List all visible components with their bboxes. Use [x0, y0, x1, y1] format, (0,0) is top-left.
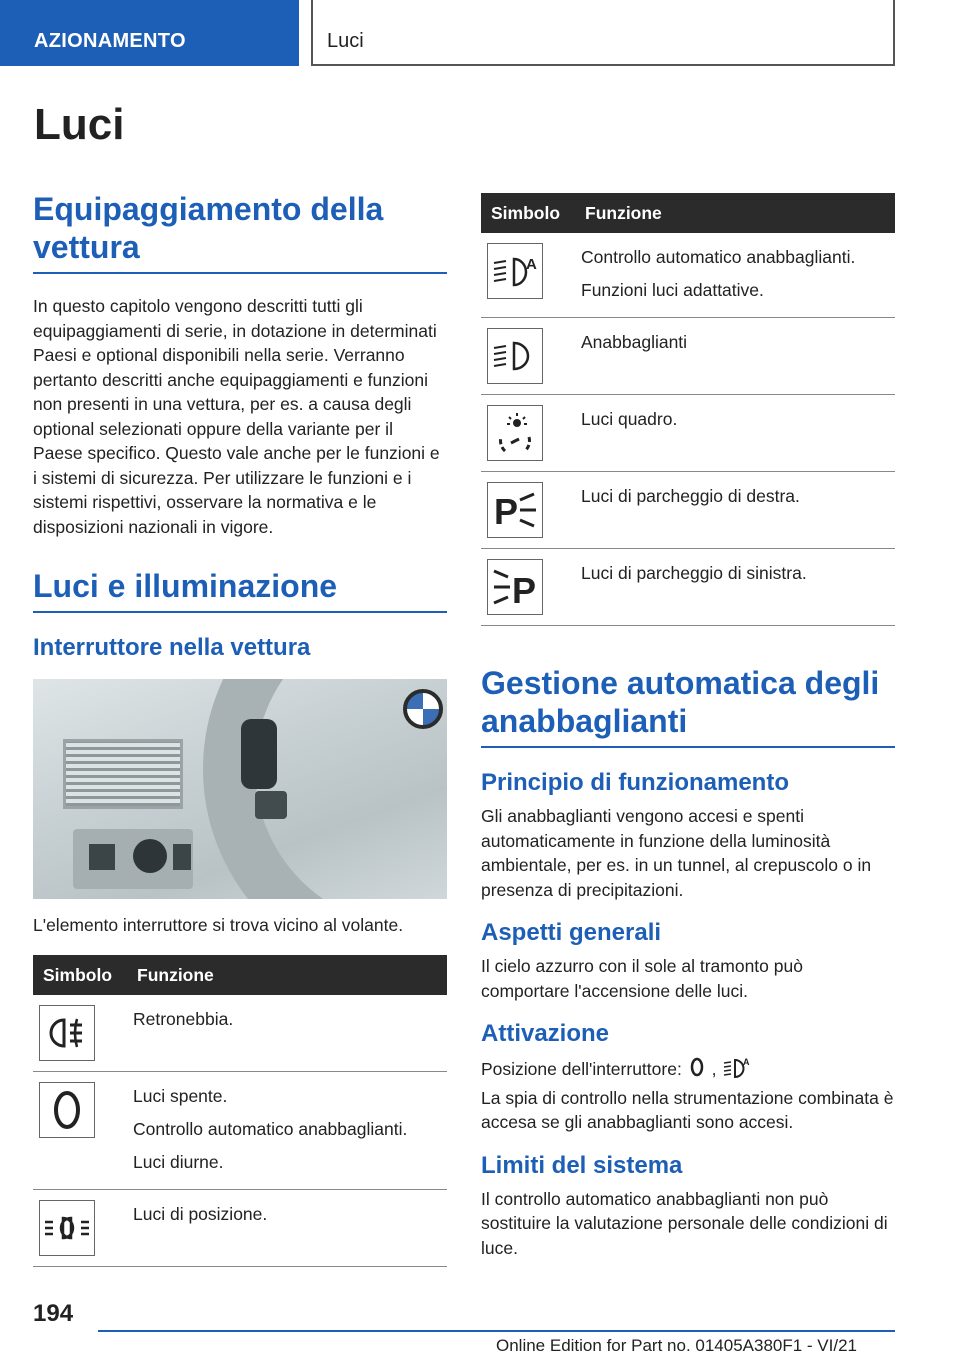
light-switch-photo	[33, 679, 447, 899]
svg-text:P: P	[512, 570, 537, 609]
function-text: Luci di posizione.	[133, 1204, 268, 1224]
lights-off-icon	[689, 1056, 705, 1085]
function-text: Controllo automatico anabbaglianti.	[133, 1119, 408, 1139]
rear-fog-light-icon	[39, 1005, 95, 1061]
heading-vehicle-switch: Interruttore nella vettura	[33, 634, 311, 661]
svg-text:A: A	[743, 1057, 750, 1067]
svg-text:P: P	[494, 491, 519, 532]
parking-light-left-icon	[487, 559, 543, 615]
heading-system-limits: Limiti del sistema	[481, 1151, 683, 1179]
svg-text:A: A	[526, 256, 537, 273]
page-footer	[0, 1290, 960, 1362]
heading-equipment: Equipaggiamento della vettura	[33, 190, 447, 274]
section-tab[interactable]: AZIONAMENTO	[0, 0, 299, 66]
function-text: Luci di parcheggio di destra.	[581, 486, 800, 506]
table-row	[481, 233, 895, 318]
table-row	[33, 1190, 447, 1267]
function-text: Funzioni luci adattative.	[581, 280, 764, 300]
col-header-function: Funzione	[575, 193, 895, 233]
table-row	[33, 1072, 447, 1190]
function-text: Retronebbia.	[133, 1009, 234, 1029]
col-header-symbol: Simbolo	[33, 955, 127, 995]
chapter-tab[interactable]: Luci	[311, 0, 895, 66]
function-text: Anabbaglianti	[581, 332, 688, 352]
auto-low-beam-icon	[487, 243, 543, 299]
function-text: Controllo automatico anabbaglianti.	[581, 247, 856, 267]
left-column	[33, 190, 447, 1267]
equipment-paragraph: In questo capitolo vengono descritti tutti gli equipaggiamenti di serie, in dotazione in determinati Paesi e optional disponibili nella serie. Verranno pertanto descritti anche equipaggiamenti e funzioni non presenti in una vettura, per es. a causa degli optional selezionati oppure della variante per il Paese specifico. Questo vale anche per le funzioni e i sistemi di sicurezza. Per utilizzare le funzioni e i sistemi rispettivi, osservare la normativa e le disposizioni nazionali in vigore.	[33, 296, 440, 537]
limits-paragraph: Il controllo automatico anabbaglianti non può sostituire la valutazione personale delle condizioni di luce.	[481, 1188, 888, 1258]
function-text: Luci spente.	[133, 1086, 228, 1106]
activation-separator: ,	[711, 1058, 717, 1079]
page-number: 194	[33, 1300, 74, 1327]
heading-auto-low-beam: Gestione automatica degli anabbaglianti	[481, 664, 895, 748]
table-row	[33, 995, 447, 1072]
table-row	[481, 395, 895, 472]
edition-note: Online Edition for Part no. 01405A380F1 - VI/21	[496, 1336, 858, 1355]
activation-prefix: Posizione dell'interruttore:	[481, 1058, 682, 1079]
lights-off-icon	[39, 1082, 95, 1138]
activation-paragraph: La spia di controllo nella strumentazione combinata è accesa se gli anabbaglianti sono accesi.	[481, 1087, 894, 1132]
table-row	[481, 549, 895, 626]
col-header-function: Funzione	[127, 955, 447, 995]
heading-lights-illumination: Luci e illuminazione	[33, 567, 447, 613]
footer-divider	[98, 1330, 895, 1332]
principle-paragraph: Gli anabbaglianti vengono accesi e spenti automaticamente in funzione della luminosità ambientale, per es. in un tunnel, al crepuscolo o in presenza di precipitazioni.	[481, 806, 872, 900]
page-header	[0, 0, 960, 66]
table-row	[481, 472, 895, 549]
heading-principle: Principio di funzionamento	[481, 769, 789, 796]
symbol-table-left	[33, 955, 447, 1267]
symbol-table-right	[481, 193, 895, 626]
activation-position-line	[481, 1055, 895, 1086]
function-text: Luci di parcheggio di sinistra.	[581, 563, 807, 583]
low-beam-icon	[487, 328, 543, 384]
brand-logo-icon	[403, 689, 443, 729]
function-text: Luci diurne.	[133, 1152, 224, 1172]
auto-low-beam-icon	[723, 1055, 751, 1086]
heading-general: Aspetti generali	[481, 919, 662, 946]
right-column	[481, 193, 895, 1260]
heading-activation: Attivazione	[481, 1020, 610, 1047]
table-row	[481, 318, 895, 395]
general-paragraph: Il cielo azzurro con il sole al tramonto può comportare l'accensione delle luci.	[481, 956, 803, 1001]
function-text: Luci quadro.	[581, 409, 678, 429]
side-lights-icon	[39, 1200, 95, 1256]
col-header-symbol: Simbolo	[481, 193, 575, 233]
photo-caption: L'elemento interruttore si trova vicino al volante.	[33, 915, 404, 935]
parking-light-right-icon	[487, 482, 543, 538]
instrument-lights-icon	[487, 405, 543, 461]
page-title: Luci	[34, 100, 125, 149]
